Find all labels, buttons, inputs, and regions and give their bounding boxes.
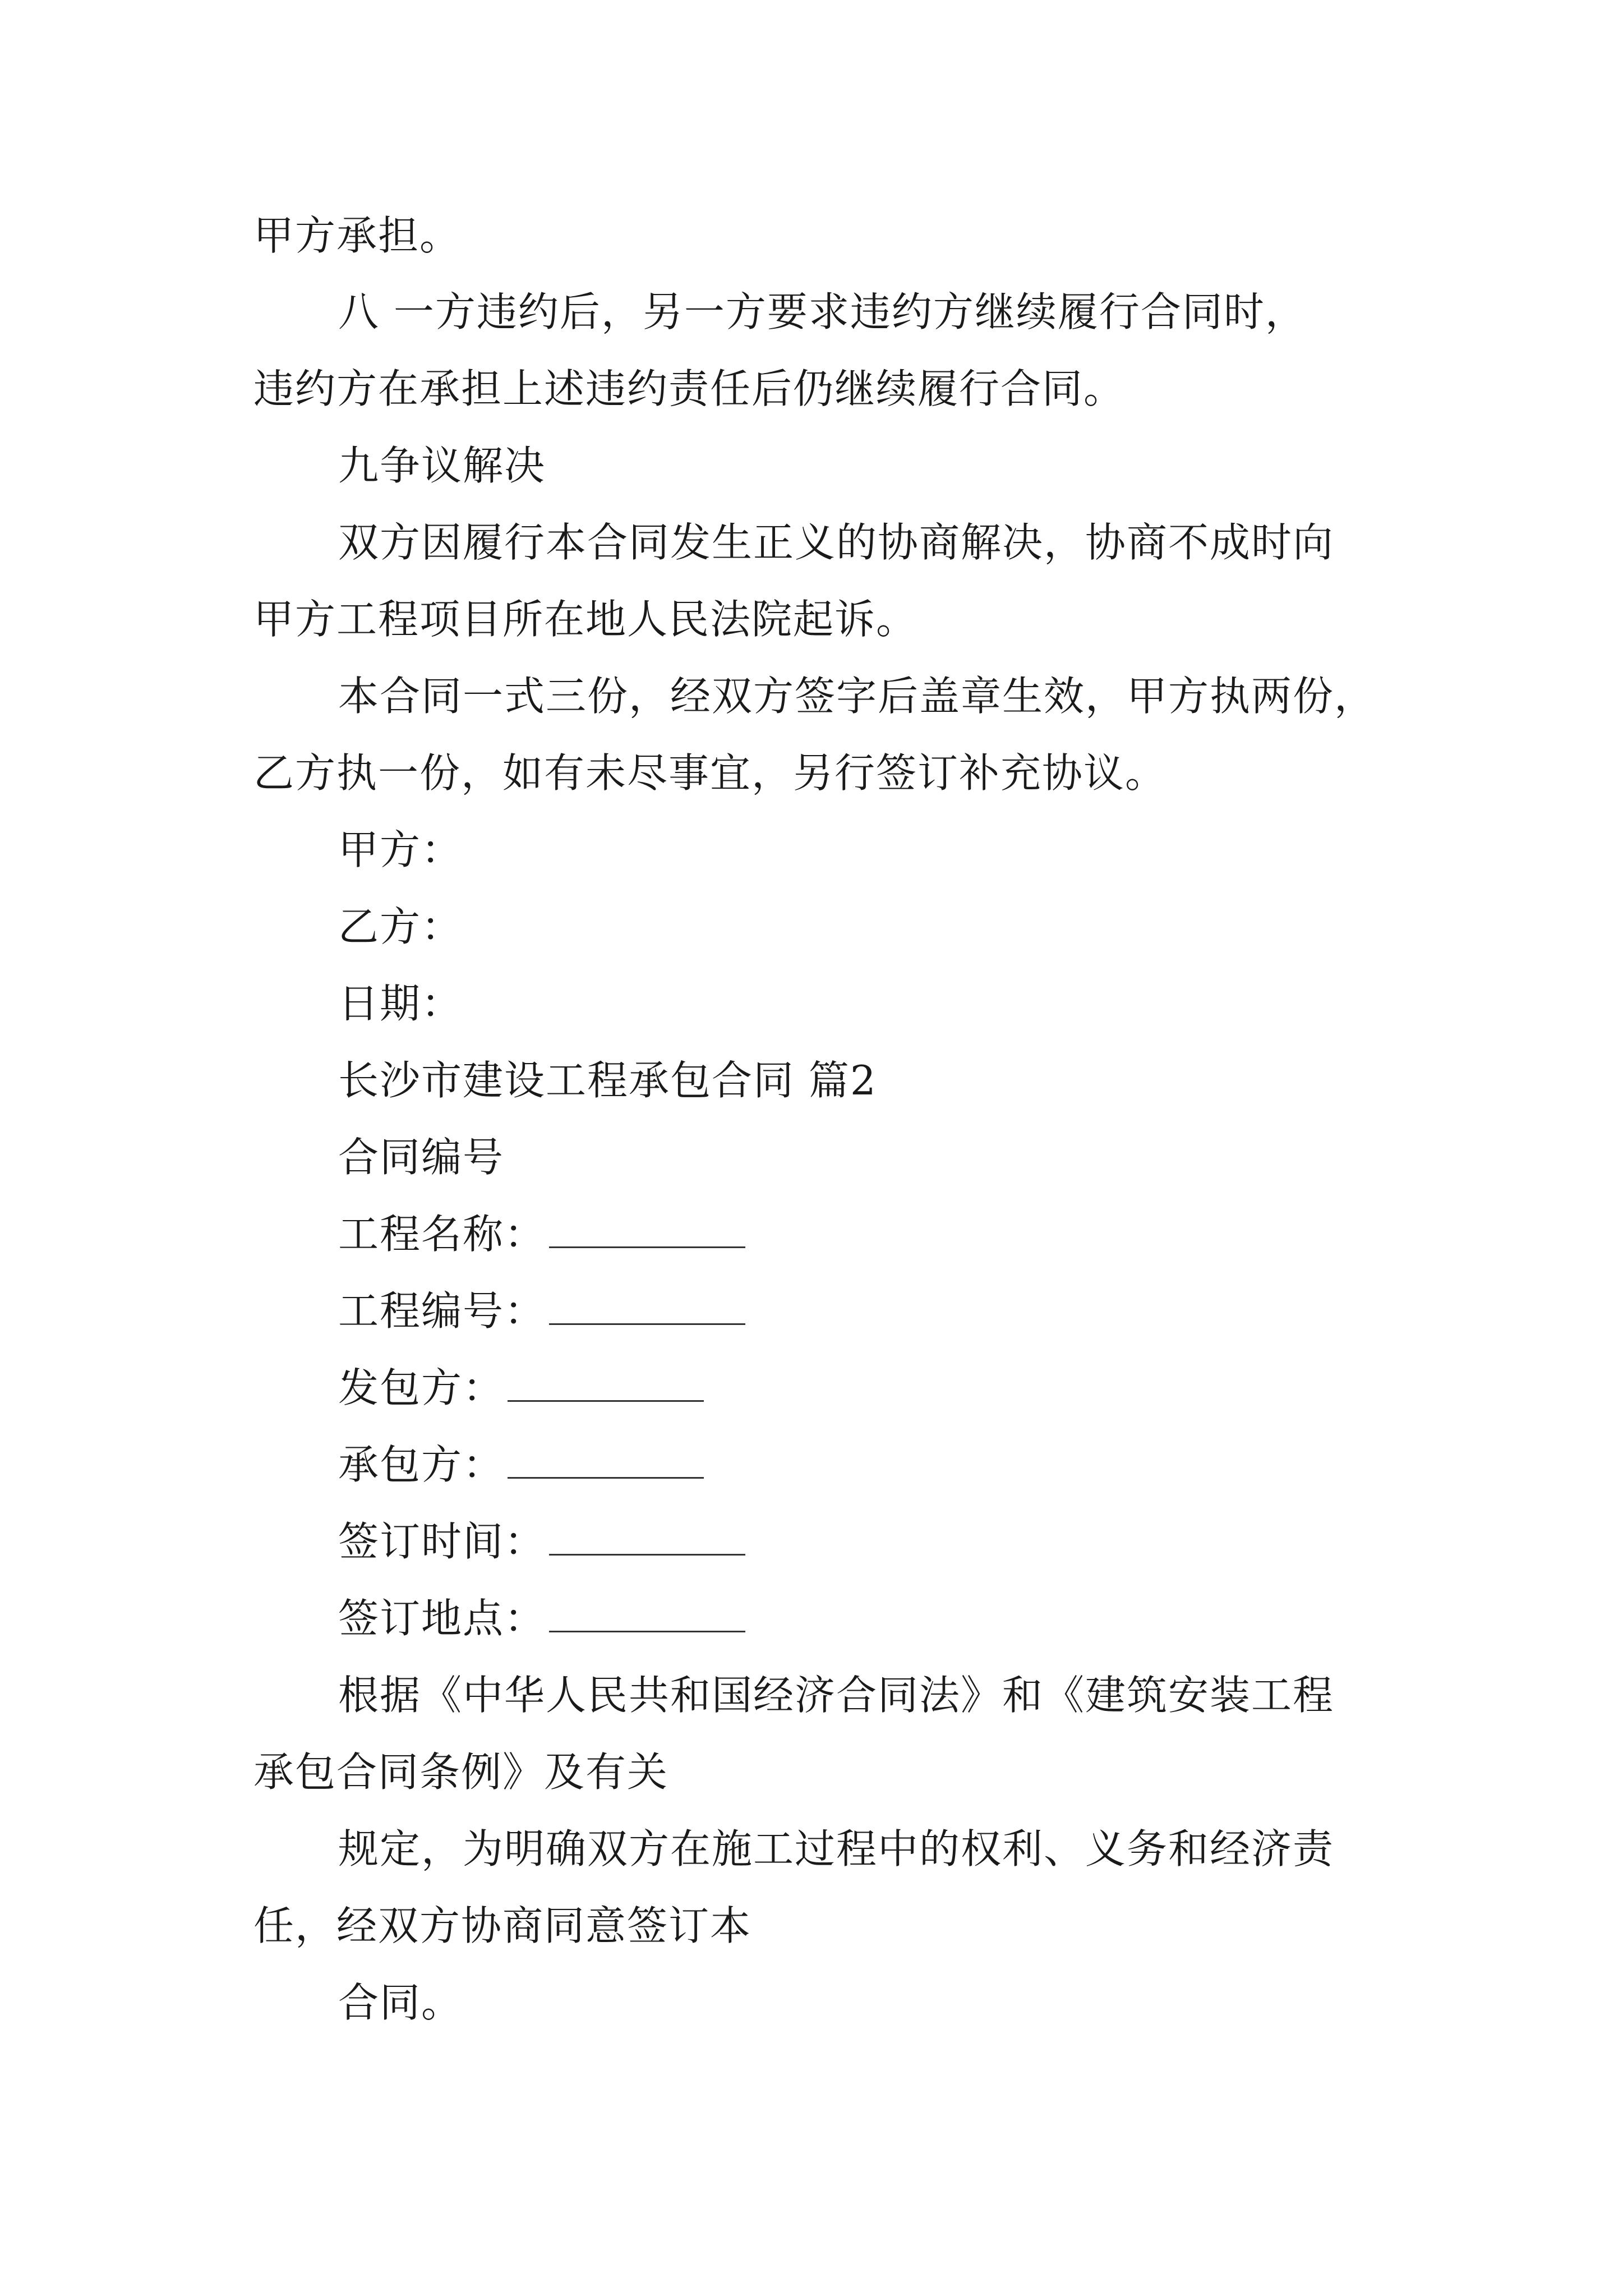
text-line: 规定，为明确双方在施工过程中的权利、义务和经济责 <box>338 1825 1335 1872</box>
party-a-label: 甲方： <box>338 826 463 873</box>
text-line: 承包合同条例》及有关 <box>253 1749 669 1796</box>
contract-number-label: 合同编号 <box>338 1134 505 1181</box>
contract-title: 长沙市建设工程承包合同 篇2 <box>338 1057 877 1104</box>
text-line: 违约方在承担上述违约责任后仍继续履行合同。 <box>253 365 1126 412</box>
section-heading: 九争议解决 <box>338 442 546 489</box>
party-b-label: 乙方： <box>338 903 463 950</box>
fill-in-blank <box>508 1398 704 1402</box>
fill-in-blank <box>508 1475 704 1479</box>
fill-in-blank <box>549 1244 745 1248</box>
project-number-row <box>338 1283 745 1339</box>
text-line: 甲方承担。 <box>253 212 462 259</box>
text-line: 本合同一式三份，经双方签字后盖章生效，甲方执两份， <box>338 673 1376 720</box>
text-line: 合同。 <box>338 1979 463 2026</box>
date-label: 日期： <box>338 980 463 1027</box>
signing-time-label: 签订时间： <box>338 1518 546 1565</box>
employer-row <box>338 1360 704 1416</box>
fill-in-blank <box>549 1321 745 1325</box>
signing-place-label: 签订地点： <box>338 1595 546 1642</box>
contractor-row <box>338 1437 704 1493</box>
fill-in-blank <box>549 1628 745 1632</box>
project-name-label: 工程名称： <box>338 1211 546 1258</box>
employer-label: 发包方： <box>338 1364 505 1411</box>
project-name-row <box>338 1206 745 1262</box>
signing-place-row <box>338 1590 745 1646</box>
text-line: 双方因履行本合同发生正义的协商解决，协商不成时向 <box>338 519 1335 566</box>
text-line: 甲方工程项目所在地人民法院起诉。 <box>253 596 918 643</box>
project-number-label: 工程编号： <box>338 1287 546 1335</box>
signing-time-row <box>338 1513 745 1570</box>
fill-in-blank <box>549 1552 745 1556</box>
text-line: 八 一方违约后，另一方要求违约方继续履行合同时， <box>338 288 1307 335</box>
contractor-label: 承包方： <box>338 1441 505 1488</box>
text-line: 乙方执一份，如有未尽事宜，另行签订补充协议。 <box>253 749 1167 797</box>
text-line: 任，经双方协商同意签订本 <box>253 1902 752 1949</box>
text-line: 根据《中华人民共和国经济合同法》和《建筑安装工程 <box>338 1672 1335 1719</box>
